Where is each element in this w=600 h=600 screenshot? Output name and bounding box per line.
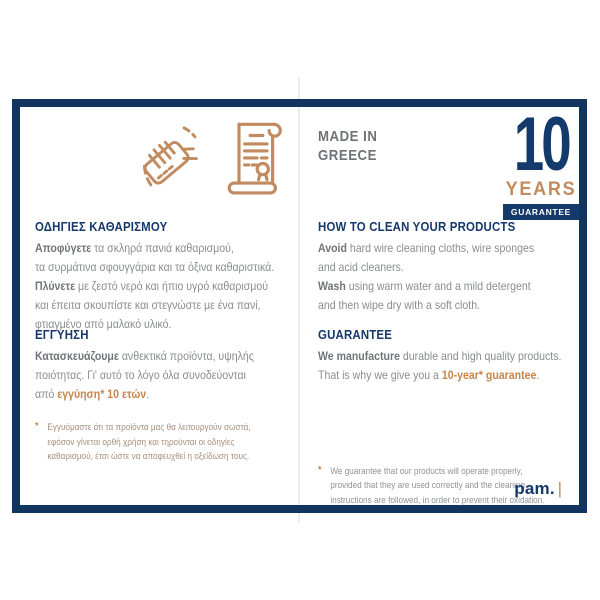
text-line: καθαρισμού, έτσι ώστε να αποφευχθεί η οξείδωση τους. <box>47 451 250 461</box>
asterisk: * <box>35 421 39 432</box>
text-line: εφόσον γίνεται ορθή χρήση και τηρούνται οι οδηγίες <box>47 436 235 447</box>
section-body <box>35 239 299 334</box>
text-line: We guarantee that our products will operate properly, <box>330 465 523 476</box>
badge-guarantee-label: GUARANTEE <box>503 204 579 220</box>
text-line: Avoid hard wire cleaning cloths, wire sponges <box>318 241 535 255</box>
text-line: τα συρμάτινα σφουγγάρια και τα όξινα καθαριστικά. <box>35 260 275 274</box>
section-body <box>35 347 299 404</box>
lead-word: Wash <box>318 279 346 293</box>
text-line: provided that they are used correctly and the cleaning <box>330 480 525 490</box>
made-in-line2: GREECE <box>318 147 377 164</box>
text-line: φτιαγμένο από μαλακό υλικό. <box>35 317 172 331</box>
text-line: Κατασκευάζουμε ανθεκτικά προϊόντα, υψηλής <box>35 349 254 363</box>
text-line: Αποφύγετε τα σκληρά πανιά καθαρισμού, <box>35 241 234 255</box>
asterisk: * <box>318 464 322 476</box>
text-line: We manufacture durable and high quality products. <box>318 349 562 363</box>
badge-years-label: YEARS <box>505 179 577 200</box>
text-line: instructions are followed, in order to prevent their oxidation. <box>330 494 545 505</box>
section-heading: ΕΓΓΥΗΣΗ <box>35 327 89 342</box>
guarantee-accent-text: εγγύηση* 10 ετών <box>57 387 147 401</box>
section-guarantee-english <box>318 327 582 385</box>
section-cleaning-greek <box>35 219 299 334</box>
header-icons <box>138 114 288 211</box>
brand-bar: | <box>557 479 562 498</box>
text-line: Πλύνετε με ζεστό νερό και ήπιο υγρό καθαρισμού <box>35 279 268 293</box>
text-line: Εγγυόμαστε ότι τα προϊόντα μας θα λειτουργούν σωστά, <box>47 422 251 432</box>
brand-name: pam <box>514 479 550 498</box>
text-line: That is why we give you a 10-year* guarantee. <box>318 368 540 382</box>
text-line: and then wipe dry with a soft cloth. <box>318 298 481 312</box>
lead-word: Αποφύγετε <box>35 241 92 255</box>
made-in-greece-label <box>318 127 377 165</box>
text-line: and acid cleaners. <box>318 260 404 274</box>
made-in-line1: MADE IN <box>318 128 378 145</box>
footnote-greek <box>35 420 563 464</box>
section-heading: GUARANTEE <box>318 327 393 342</box>
lead-word: We manufacture <box>318 349 400 363</box>
warranty-scroll-icon <box>218 114 288 211</box>
text-line: από εγγύηση* 10 ετών. <box>35 387 150 401</box>
brand-logo <box>430 480 562 498</box>
section-guarantee-greek <box>35 327 299 404</box>
section-heading: HOW TO CLEAN YOUR PRODUCTS <box>318 219 516 234</box>
badge-number: 10 <box>513 102 569 187</box>
text-line: και έπειτα σκουπίστε και στεγνώστε με ένα πανί, <box>35 298 261 312</box>
brand-dot: . <box>549 479 555 498</box>
sponge-hand-icon <box>138 114 202 207</box>
guarantee-accent-text: 10-year* guarantee <box>441 368 537 382</box>
lead-word: Κατασκευάζουμε <box>35 349 119 363</box>
ten-years-guarantee-badge <box>503 102 579 220</box>
text-line: Wash using warm water and a mild detergent <box>318 279 531 293</box>
text-line: ποιότητας. Γι' αυτό το λόγο όλα συνοδεύονται <box>35 368 246 382</box>
section-cleaning-english <box>318 219 582 315</box>
lead-word: Πλύνετε <box>35 279 76 293</box>
lead-word: Avoid <box>318 241 347 255</box>
section-body <box>318 347 582 385</box>
section-heading: ΟΔΗΓΙΕΣ ΚΑΘΑΡΙΣΜΟΥ <box>35 219 168 234</box>
section-body <box>318 239 582 315</box>
